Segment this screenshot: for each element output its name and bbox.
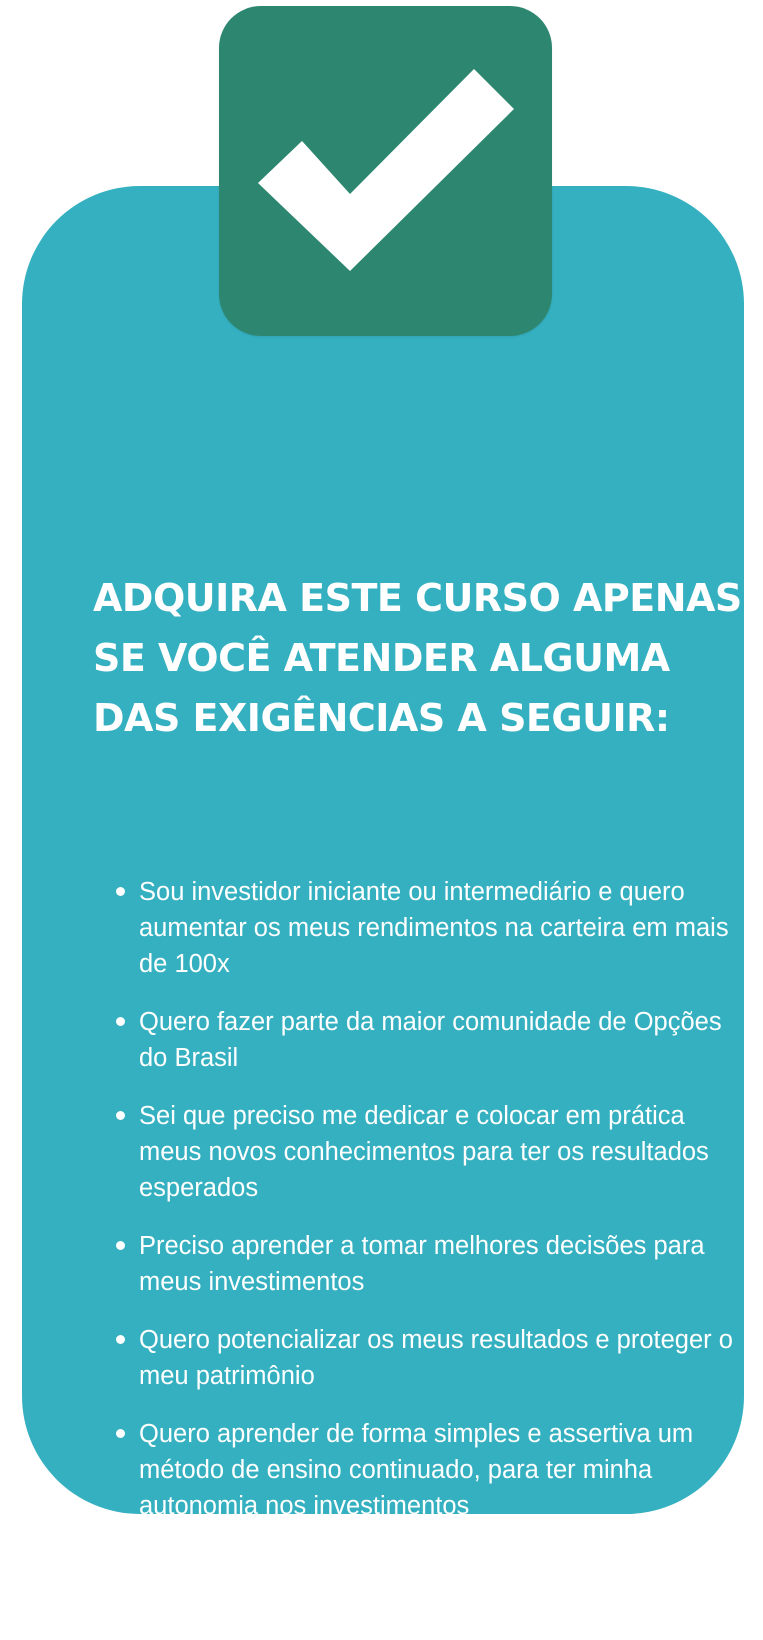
requirement-text: Quero fazer parte da maior comunidade de Opções do Brasil [139,1008,722,1072]
requirements-card [22,186,744,1614]
requirement-text: Sei que preciso me dedicar e colocar em prática meus novos conhecimentos para ter os resultados esperados [139,1102,709,1202]
requirement-item [114,1098,744,1206]
requirement-item [114,1228,744,1300]
bullet-icon [116,1335,125,1344]
checkmark-icon [258,69,514,274]
requirement-text: Quero potencializar os meus resultados e proteger o meu patrimônio [139,1326,733,1390]
requirement-item [114,874,744,982]
requirement-item [114,1416,744,1524]
requirement-text: Preciso aprender a tomar melhores decisões para meus investimentos [139,1232,705,1296]
requirement-text: Tenho 30 minutos por dia para me dedicar a minha carteira [139,1550,715,1614]
bullet-icon [116,1559,125,1568]
requirements-list [114,874,744,1640]
requirement-item [114,1546,744,1618]
bullet-icon [116,1241,125,1250]
requirement-text: Quero aprender de forma simples e assertiva um método de ensino continuado, para ter minha autonomia nos investimentos [139,1420,694,1520]
requirement-item [114,1004,744,1076]
check-badge [219,6,552,336]
bullet-icon [116,1017,125,1026]
bullet-icon [116,1429,125,1438]
requirement-text: Sou investidor iniciante ou intermediário e quero aumentar os meus rendimentos na carteira em mais de 100x [139,878,729,978]
headline: ADQUIRA ESTE CURSO APENAS SE VOCÊ ATENDER ALGUMA DAS EXIGÊNCIAS A SEGUIR: [93,576,742,740]
bullet-icon [116,887,125,896]
bullet-icon [116,1111,125,1120]
requirement-item [114,1322,744,1394]
